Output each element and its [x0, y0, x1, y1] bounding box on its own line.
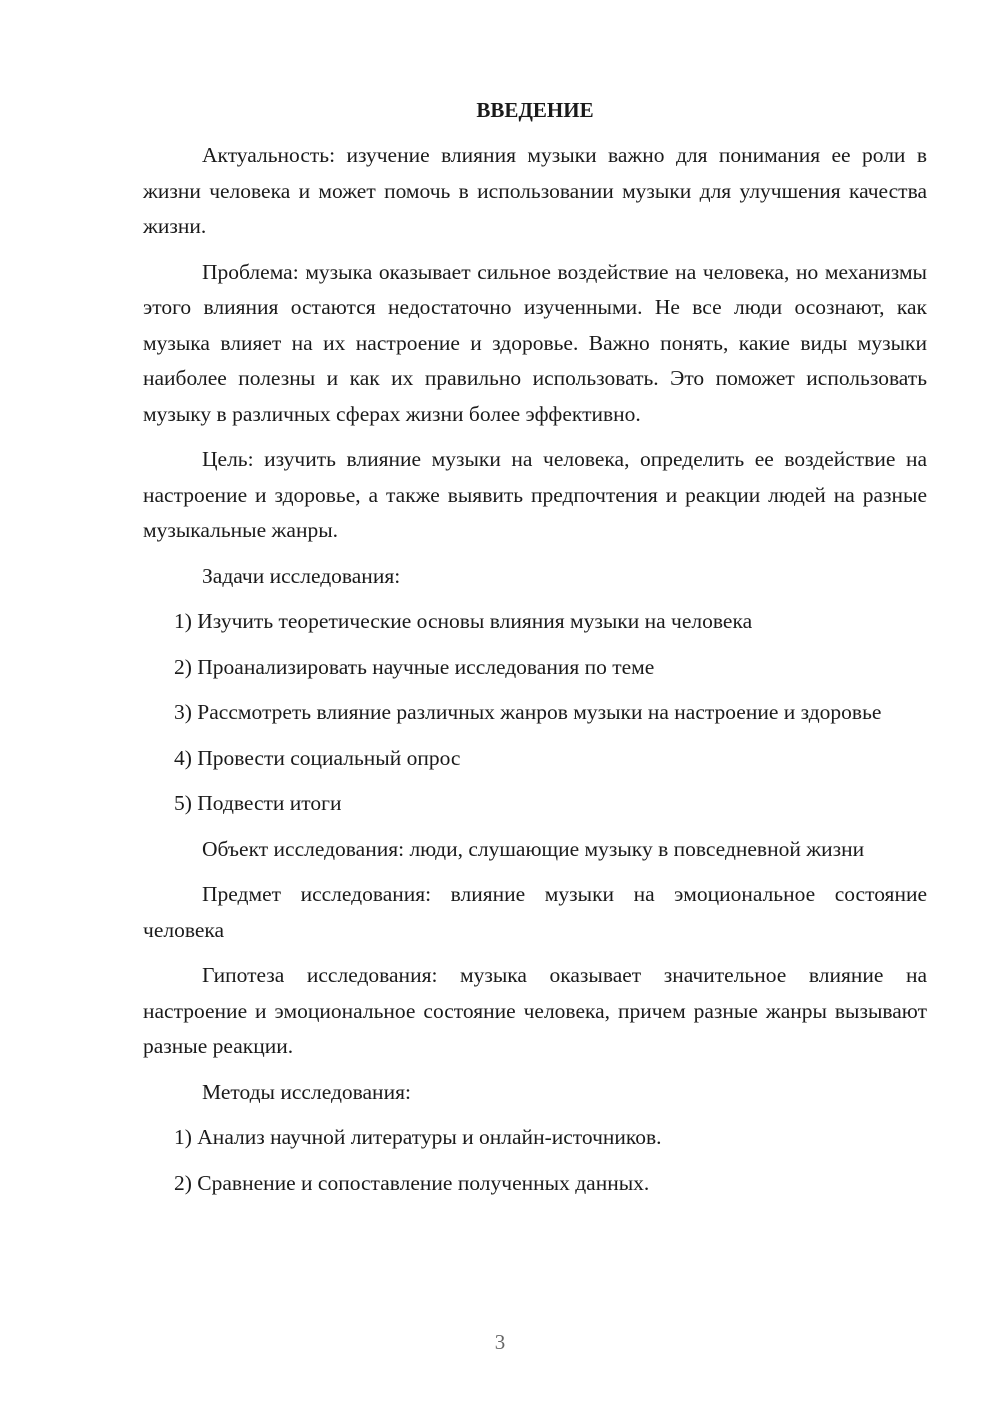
task-item: 3) Рассмотреть влияние различных жанров музыки на настроение и здоровье	[174, 700, 882, 724]
problem-paragraph: Проблема: музыка оказывает сильное воздействие на человека, но механизмы этого влияния остаются недостаточно изученными. Не все люди осознают, как музыка влияет на их настроение и здоровье. Важно понять, какие виды музыки наиболее полезны и как их правильно использовать. Это поможет использовать музыку в различных сферах жизни более эффективно.	[143, 259, 927, 426]
task-item: 5) Подвести итоги	[174, 791, 342, 815]
method-item: 1) Анализ научной литературы и онлайн-источников.	[174, 1125, 662, 1149]
page-number: 3	[494, 1330, 506, 1354]
hypothesis-paragraph: Гипотеза исследования: музыка оказывает значительное влияние на настроение и эмоциональное состояние человека, причем разные жанры вызывают разные реакции.	[143, 963, 927, 1058]
subject-paragraph: Предмет исследования: влияние музыки на эмоциональное состояние человека	[143, 882, 927, 942]
relevance-paragraph: Актуальность: изучение влияния музыки важно для понимания ее роли в жизни человека и может помочь в использовании музыки для улучшения качества жизни.	[143, 143, 927, 238]
task-item: 1) Изучить теоретические основы влияния музыки на человека	[174, 609, 753, 633]
task-item: 2) Проанализировать научные исследования по теме	[174, 654, 655, 679]
method-item: 2) Сравнение и сопоставление полученных данных.	[174, 1170, 650, 1195]
page-title: ВВЕДЕНИЕ	[476, 98, 594, 122]
tasks-label: Задачи исследования:	[202, 563, 401, 588]
document-page	[143, 92, 927, 1211]
object-paragraph: Объект исследования: люди, слушающие музыку в повседневной жизни	[202, 836, 865, 861]
methods-label: Методы исследования:	[202, 1079, 411, 1104]
goal-paragraph: Цель: изучить влияние музыки на человека, определить ее воздействие на настроение и здоровье, а также выявить предпочтения и реакции людей на разные музыкальные жанры.	[143, 447, 927, 542]
task-item: 4) Провести социальный опрос	[174, 745, 461, 770]
